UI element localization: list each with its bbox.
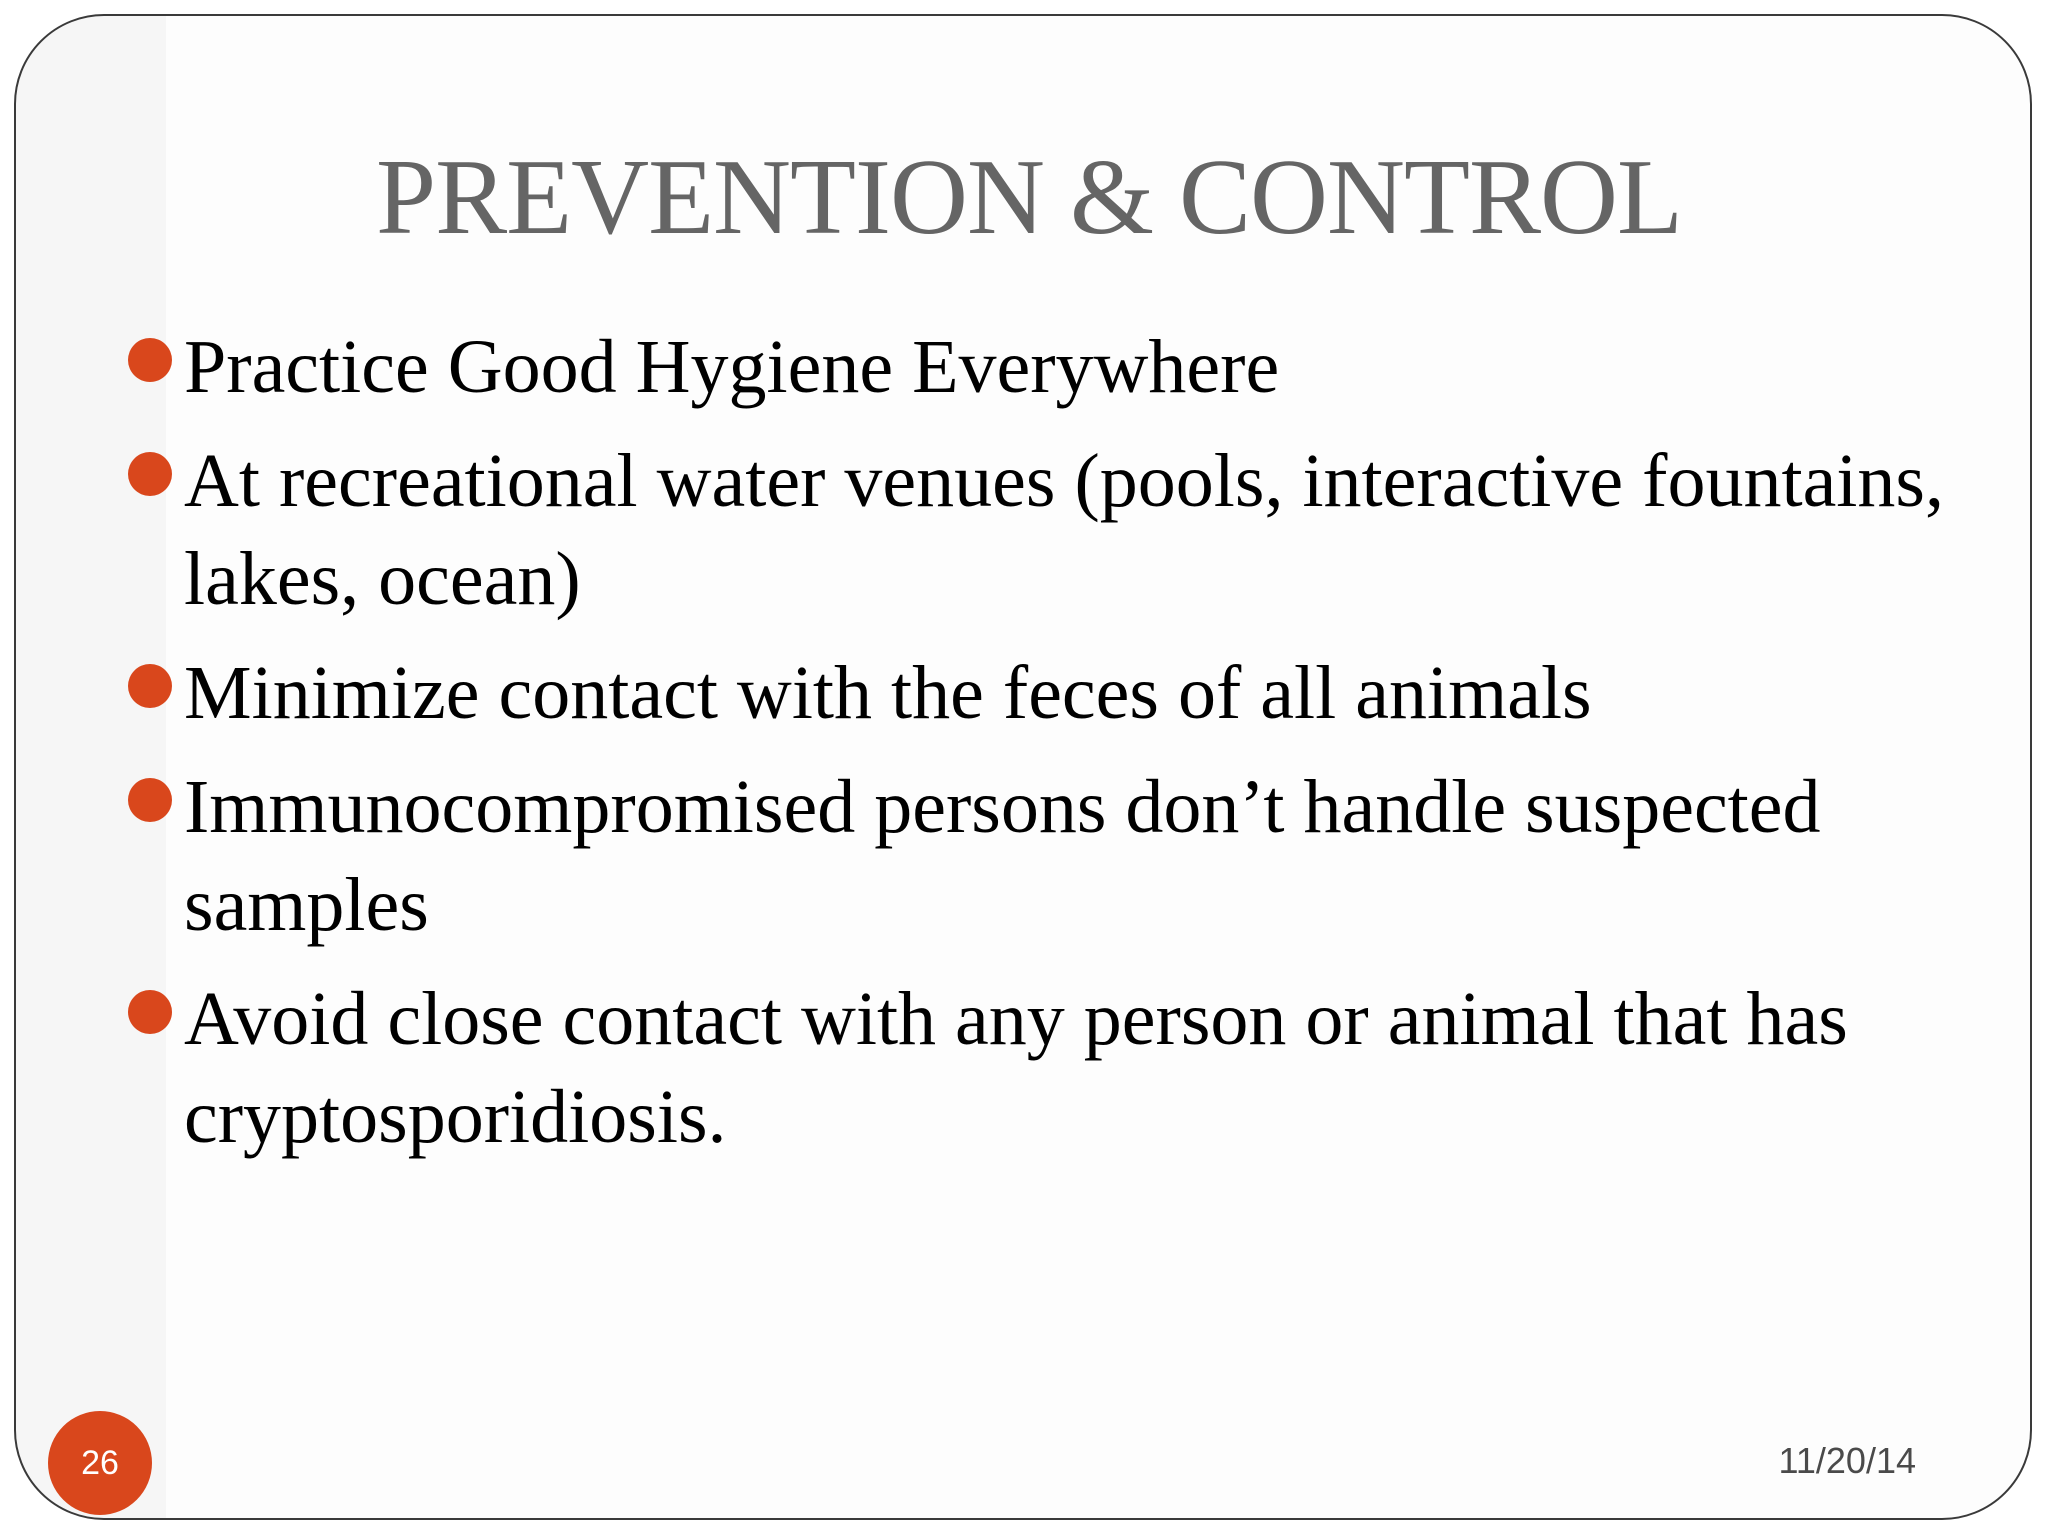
- bullet-dot-icon: [128, 990, 172, 1034]
- slide-date: 11/20/14: [1778, 1440, 1916, 1481]
- bullet-dot-icon: [128, 452, 172, 496]
- slide-number-badge: [48, 1411, 152, 1515]
- bullet-item: [120, 432, 2000, 628]
- slide: [14, 14, 2032, 1520]
- bullet-dot-icon: [128, 338, 172, 382]
- bullet-dot-icon: [128, 778, 172, 822]
- slide-number: 26: [81, 1443, 119, 1482]
- bullet-text: At recreational water venues (pools, interactive fountains, lakes, ocean): [184, 439, 1944, 621]
- bullet-text: Practice Good Hygiene Everywhere: [184, 325, 1280, 409]
- bullet-dot-icon: [128, 664, 172, 708]
- bullet-item: [120, 318, 2000, 416]
- bullet-text: Avoid close contact with any person or animal that has cryptosporidiosis.: [184, 977, 1848, 1159]
- bullet-item: [120, 970, 2000, 1166]
- bullet-item: [120, 644, 2000, 742]
- slide-title: PREVENTION & CONTROL: [376, 138, 1682, 257]
- bullet-text: Immunocompromised persons don’t handle suspected samples: [184, 765, 1821, 947]
- bullet-list: [120, 318, 2000, 1182]
- bullet-item: [120, 758, 2000, 954]
- bullet-text: Minimize contact with the feces of all animals: [184, 651, 1592, 735]
